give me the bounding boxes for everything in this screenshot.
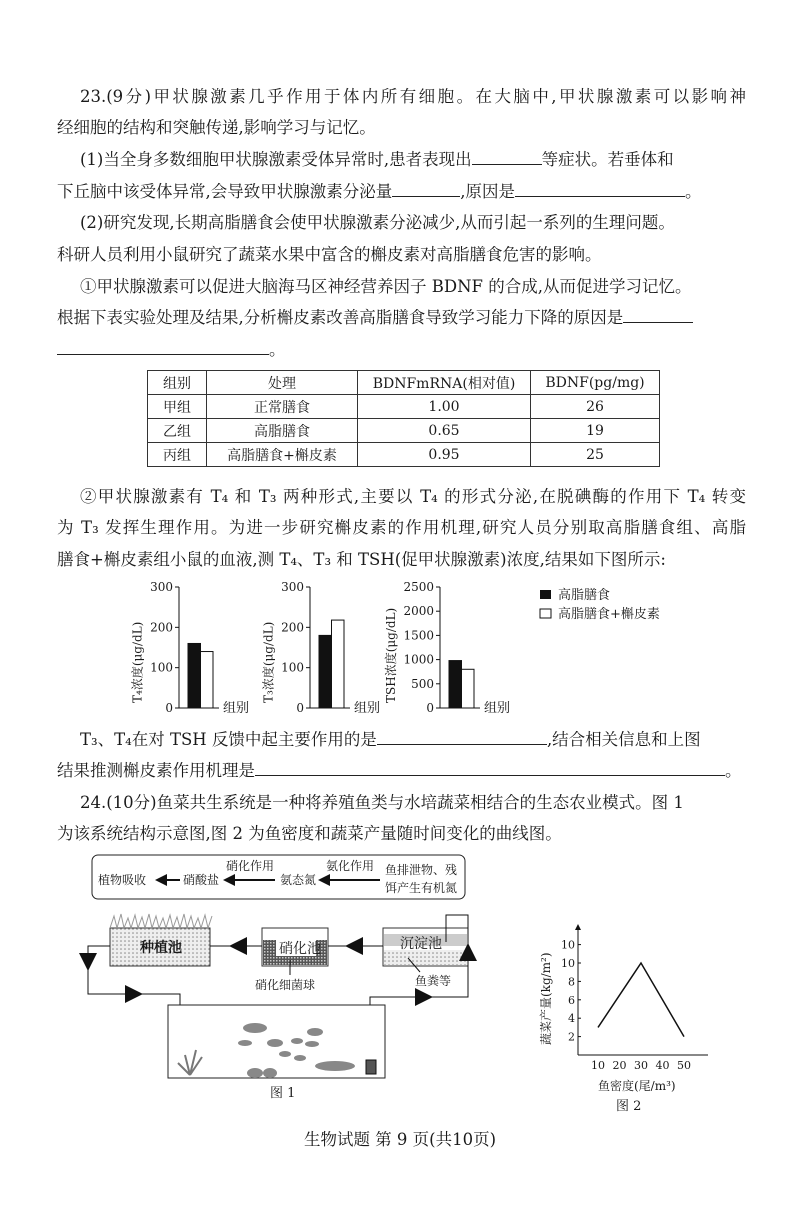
note-label: 鱼粪等 (415, 974, 452, 988)
x-axis-label: 组别 (223, 701, 250, 716)
flow-label: 氨化作用 (326, 859, 375, 873)
flow-label: 鱼排泄物、残 (385, 863, 458, 877)
cell: 19 (531, 419, 660, 443)
pool-label: 硝化池 (279, 941, 321, 957)
pool-label: 种植池 (140, 940, 182, 956)
q23-2-line: 为 T₃ 发挥生理作用。为进一步研究槲皮素的作用机理,研究人员分别取高脂膳食组、高脂 (57, 518, 746, 537)
cell: 25 (531, 443, 660, 467)
y-tick-label: 1500 (403, 628, 434, 643)
x-tick-label: 40 (655, 1059, 670, 1072)
cell: 26 (531, 395, 660, 419)
q23-2-line: (2)研究发现,长期高脂膳食会使甲状腺激素分泌减少,从而引起一系列的生理问题。 (80, 213, 675, 232)
y-axis-label: TSH浓度(μg/dL) (383, 607, 398, 703)
cell: 高脂膳食 (207, 419, 358, 443)
text: ,原因是 (460, 182, 515, 201)
q23-line: 经细胞的结构和突触传递,影响学习与记忆。 (57, 118, 376, 137)
x-tick-label: 20 (612, 1059, 627, 1072)
y-tick-label: 2000 (403, 604, 434, 619)
figure-caption: 图 2 (616, 1099, 642, 1114)
y-tick-label: 100 (281, 660, 304, 675)
flow-label: 植物吸收 (98, 873, 147, 887)
text: 等症状。若垂体和 (541, 150, 674, 169)
x-tick-label: 10 (591, 1059, 605, 1072)
pool-label: 沉淀池 (400, 936, 442, 952)
flow-label: 饵产生有机氮 (385, 881, 458, 895)
q24-line: 24.(10分)鱼菜共生系统是一种将养殖鱼类与水培蔬菜相结合的生态农业模式。图 1 (80, 793, 684, 812)
header-cell: BDNFmRNA(相对值) (358, 371, 531, 395)
y-tick-label: 2 (568, 1030, 575, 1044)
y-tick-label: 100 (150, 660, 173, 675)
cell: 高脂膳食+槲皮素 (207, 443, 358, 467)
y-tick-label: 4 (568, 1012, 575, 1026)
y-axis-label: 蔬菜产量(kg/m²) (539, 952, 553, 1045)
header-cell: BDNF(pg/mg) (531, 371, 660, 395)
flow-label: 硝化作用 (226, 859, 275, 873)
cell: 0.65 (358, 419, 531, 443)
y-tick-label: 0 (426, 701, 434, 715)
header-cell: 组别 (148, 371, 207, 395)
text: 。 (725, 761, 742, 780)
cell: 甲组 (148, 395, 207, 419)
legend-label: 高脂膳食 (558, 588, 611, 603)
yield-curve (598, 963, 684, 1037)
y-tick-label: 0 (296, 701, 304, 715)
text: (1)当全身多数细胞甲状腺激素受体异常时,患者表现出 (80, 150, 472, 169)
x-axis-label: 鱼密度(尾/m³) (598, 1079, 676, 1093)
q23-2-line: ②甲状腺激素有 T₄ 和 T₃ 两种形式,主要以 T₄ 的形式分泌,在脱碘酶的作用下 T₄ 转变 (80, 487, 746, 506)
y-tick-label: 500 (411, 676, 434, 691)
x-tick-label: 50 (677, 1059, 691, 1072)
y-tick-label: 300 (150, 580, 173, 594)
text: ,结合相关信息和上图 (546, 730, 701, 749)
q23-2-line: 膳食+槲皮素组小鼠的血液,测 T₄、T₃ 和 TSH(促甲状腺激素)浓度,结果如下图所示: (57, 550, 666, 569)
y-axis-label: T₄浓度(μg/dL) (130, 621, 145, 703)
y-tick-label: 2500 (403, 580, 434, 594)
y-tick-label: 10 (561, 957, 575, 970)
cell: 乙组 (148, 419, 207, 443)
text: 根据下表实验处理及结果,分析槲皮素改善高脂膳食导致学习能力下降的原因是 (57, 308, 624, 327)
cell: 丙组 (148, 443, 207, 467)
text: T₃、T₄在对 TSH 反馈中起主要作用的是 (80, 730, 377, 749)
y-tick-label: 200 (281, 620, 304, 635)
x-axis-label: 组别 (354, 701, 381, 716)
note-label: 硝化细菌球 (255, 978, 316, 992)
y-tick-label: 1000 (403, 652, 434, 667)
text: 下丘脑中该受体异常,会导致甲状腺激素分泌量 (57, 182, 393, 201)
page-footer: 生物试题 第 9 页(共10页) (303, 1130, 497, 1149)
cell: 正常膳食 (207, 395, 358, 419)
x-tick-label: 30 (634, 1059, 648, 1072)
flow-label: 氨态氮 (280, 873, 317, 887)
y-tick-label: 200 (150, 620, 173, 635)
q23-2-line: 科研人员利用小鼠研究了蔬菜水果中富含的槲皮素对高脂膳食危害的影响。 (57, 245, 602, 264)
cell: 1.00 (358, 395, 531, 419)
q24-line: 为该系统结构示意图,图 2 为鱼密度和蔬菜产量随时间变化的曲线图。 (57, 824, 562, 843)
text: 。 (269, 340, 286, 359)
flow-label: 硝酸盐 (183, 873, 220, 887)
header-cell: 处理 (207, 371, 358, 395)
x-axis-label: 组别 (484, 701, 511, 716)
q23-line: 23.(9分)甲状腺激素几乎作用于体内所有细胞。在大脑中,甲状腺激素可以影响神 (80, 87, 746, 106)
text: 结果推测槲皮素作用机理是 (57, 761, 255, 780)
cell: 0.95 (358, 443, 531, 467)
legend-label: 高脂膳食+槲皮素 (558, 607, 660, 622)
figure-caption: 图 1 (270, 1086, 296, 1101)
text: 。 (685, 182, 702, 201)
y-tick-label: 300 (281, 580, 304, 594)
y-axis-label: T₃浓度(μg/dL) (261, 621, 276, 703)
y-tick-label: 0 (165, 701, 173, 715)
y-tick-label: 10 (561, 938, 575, 952)
y-tick-label: 8 (568, 975, 575, 989)
y-tick-label: 6 (568, 993, 575, 1007)
q23-2-line: ①甲状腺激素可以促进大脑海马区神经营养因子 BDNF 的合成,从而促进学习记忆。 (80, 277, 692, 296)
